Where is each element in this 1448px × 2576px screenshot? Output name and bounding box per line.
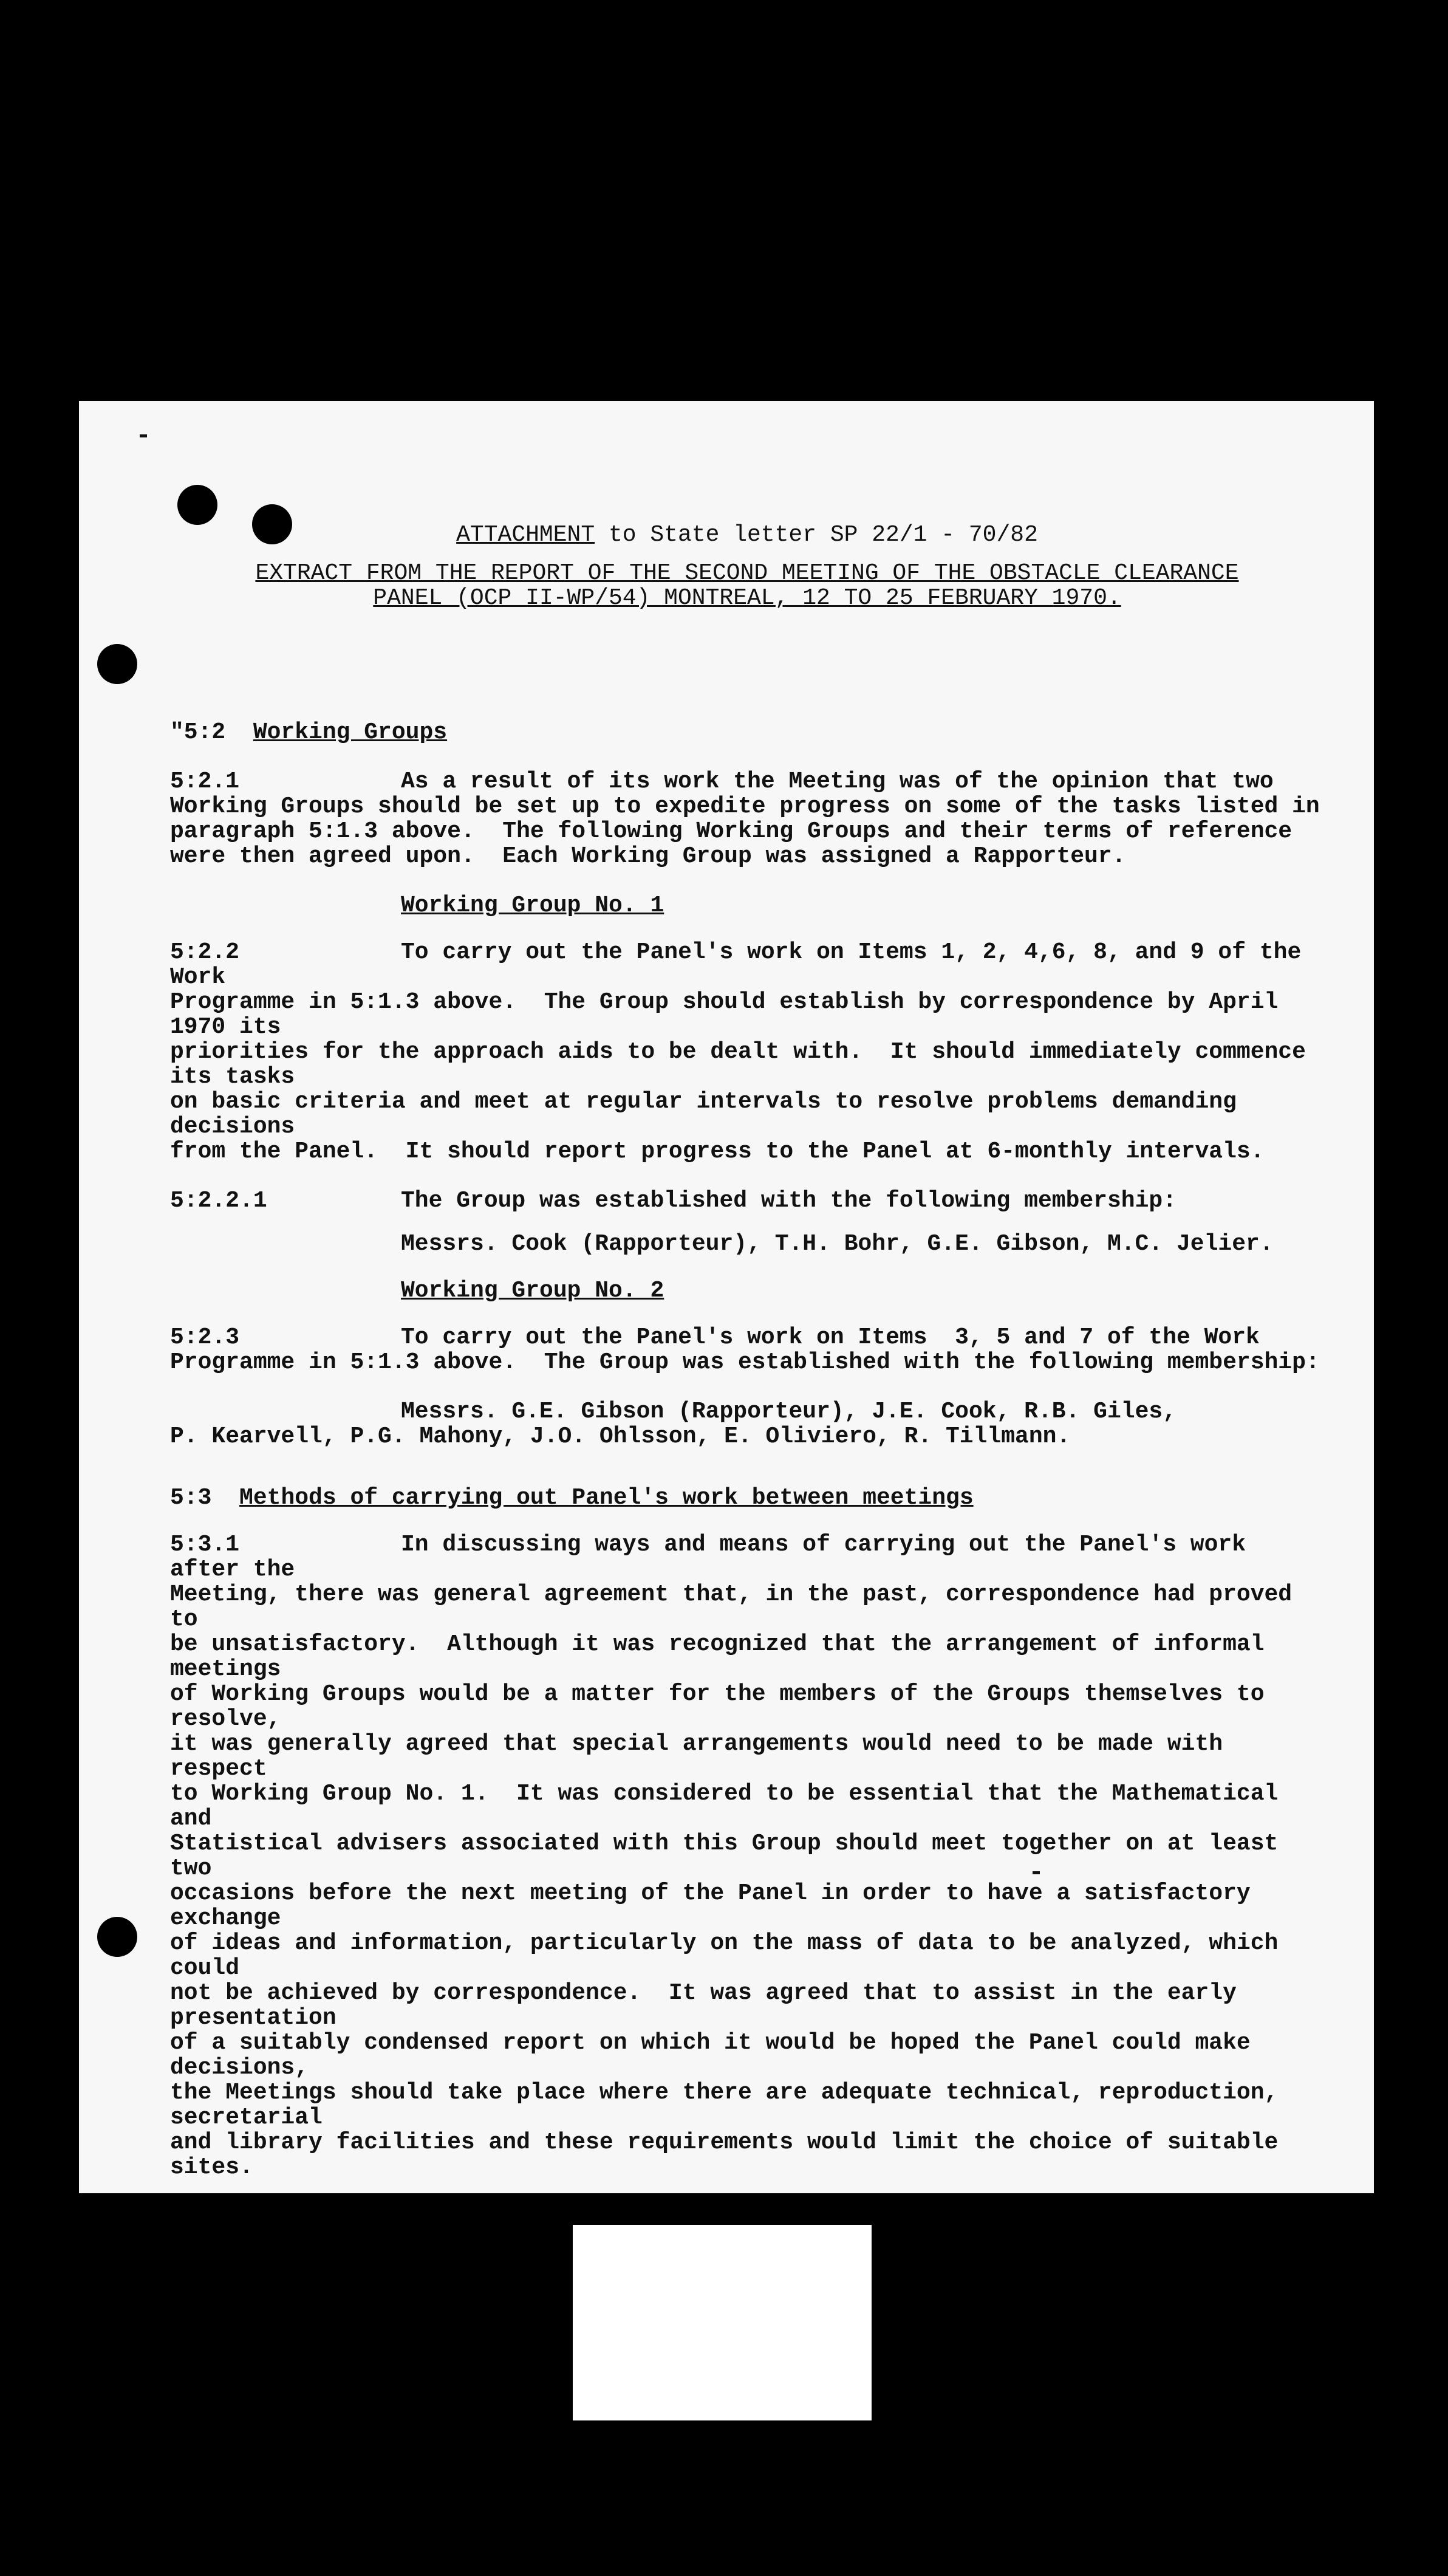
paragraph-5-3-1 [170,1532,1324,2180]
section-number: "5:2 [170,719,226,745]
punch-hole [97,644,137,684]
membership-first: Messrs. G.E. Gibson (Rapporteur), J.E. Cook, R.B. Giles, [401,1399,1177,1425]
section-title: Working Groups [253,719,448,745]
document-body [170,522,1324,2204]
paragraph-number: 5:2.1 [170,769,240,795]
membership-list [170,1399,1324,1449]
paragraph-5-2-1 [170,769,1324,869]
membership-rest: P. Kearvell, P.G. Mahony, J.O. Ohlsson, E. Oliviero, R. Tillmann. [170,1423,1071,1450]
paragraph-text-rest: Programme in 5:1.3 above. The Group was established with the following membership: [170,1349,1320,1375]
section-title: Methods of carrying out Panel's work between meetings [239,1485,974,1511]
paragraph-5-2-3 [170,1325,1324,1375]
document-page [79,401,1374,2193]
paragraph-text-first: As a result of its work the Meeting was of the opinion that two [401,769,1274,795]
paragraph-text-rest: Programme in 5:1.3 above. The Group should establish by correspondence by April 1970 its priorities for the approach aids to be dealt with. It should immediately commence its tasks on basic criteria and meet at regular intervals to resolve problems demanding decisions from the Panel. It should report progress to the Panel at 6-monthly intervals. [170,989,1306,1165]
extract-title-line1: EXTRACT FROM THE REPORT OF THE SECOND MEETING OF THE OBSTACLE CLEARANCE [255,560,1239,586]
paragraph-number: 5:2.3 [170,1324,240,1351]
paragraph-text-rest: Meeting, there was general agreement that, in the past, correspondence had proved to be unsatisfactory. Although it was recognized that the arrangement of informal meetings of Working Groups would be a matter for the members of the Groups themselves to resolve, it was generally agreed that special arrangements would need to be made with respect to Working Group No. 1. It was considered to be essential that the Mathematical and Statistical advisers associated with this Group should meet together on at least two occasions before the next meeting of the Panel in order to have a satisfactory exchange of ideas and information, particularly on the mass of data to be analyzed, which could not be achieved by correspondence. It was agreed that to assist in the early presentation of a suitably condensed report on which it would be hoped the Panel could make decisions, the Meetings should take place where there are adequate technical, reproduction, secretarial and library facilities and these requirements would limit the choice of suitable sites. [170,1581,1293,2180]
paragraph-number: 5:2.2.1 [170,1188,267,1214]
paragraph-5-2-2 [170,940,1324,1164]
section-heading [170,1485,1324,1510]
paragraph-text-first: To carry out the Panel's work on Items 3, 5 and 7 of the Work [401,1324,1260,1351]
attachment-line [170,522,1324,547]
paragraph-number: 5:2.2 [170,939,240,965]
paragraph-number: 5:3.1 [170,1532,240,1558]
section-number: 5:3 [170,1485,212,1511]
paragraph-5-2-2-1 [170,1188,1324,1213]
membership-list: Messrs. Cook (Rapporteur), T.H. Bohr, G.E. Gibson, M.C. Jelier. [401,1231,1274,1257]
section-heading [170,720,1324,745]
attachment-reference: to State letter SP 22/1 - 70/82 [595,522,1038,548]
working-group-2-heading: Working Group No. 2 [401,1278,664,1304]
attachment-label: ATTACHMENT [456,522,595,548]
speck-mark [140,434,147,437]
paragraph-text-rest: Working Groups should be set up to expedite progress on some of the tasks listed in paragraph 5:1.3 above. The following Working Groups and their terms of reference were then agreed upon. Each Working Group was assigned a Rapporteur. [170,793,1320,869]
extract-title [170,561,1324,611]
punch-hole [97,1917,137,1957]
punch-hole [177,485,217,525]
working-group-1-heading: Working Group No. 1 [401,892,664,919]
blank-card [573,2225,872,2420]
extract-title-line2: PANEL (OCP II-WP/54) MONTREAL, 12 TO 25 FEBRUARY 1970. [373,585,1121,611]
paragraph-text-first: In discussing ways and means of carrying out the Panel's work after the [170,1532,1260,1583]
paragraph-text: The Group was established with the following membership: [401,1188,1177,1214]
paragraph-text-first: To carry out the Panel's work on Items 1, 2, 4,6, 8, and 9 of the Work [170,939,1316,990]
